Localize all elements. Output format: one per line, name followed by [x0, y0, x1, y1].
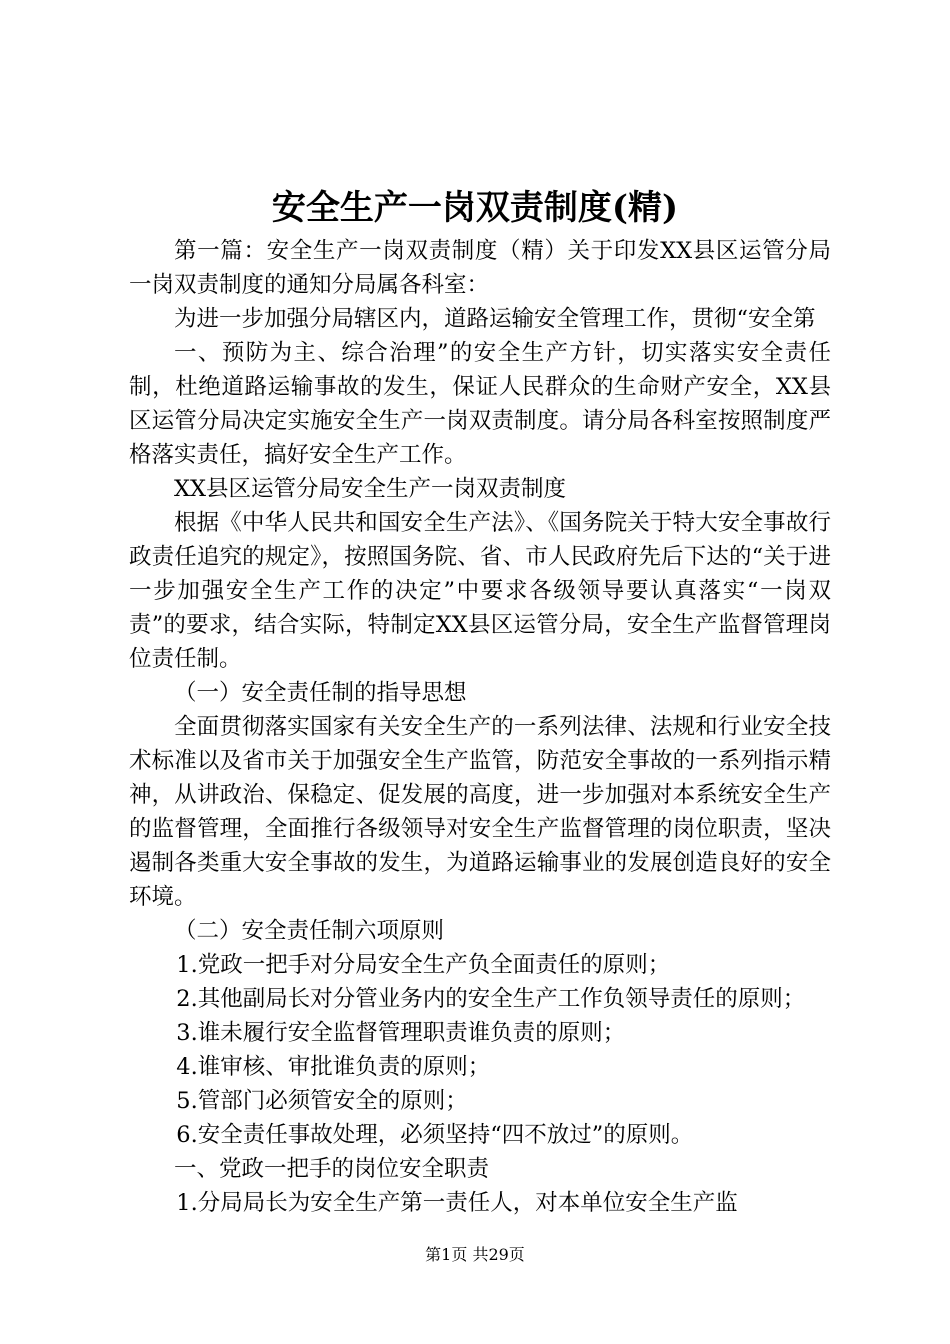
list-item: 6.安全责任事故处理，必须坚持“四不放过”的原则。	[176, 1122, 694, 1148]
paragraph: 根据《中华人民共和国安全生产法》、《国务院关于特大安全事故行政责任追究的规定》，按照国务院、省、市人民政府先后下达的“关于进一步加强安全生产工作的决定”中要求各级领导要认真落实“一岗双责”的要求，结合实际，特制定XX县区运管分局，安全生产监督管理岗位责任制。	[129, 510, 831, 672]
list-item: 3.谁未履行安全监督管理职责谁负责的原则；	[176, 1020, 626, 1046]
page-footer: 第1页 共29页	[425, 1245, 525, 1264]
list-item: 2.其他副局长对分管业务内的安全生产工作负领导责任的原则；	[176, 986, 806, 1012]
section-heading: （二）安全责任制六项原则	[174, 918, 445, 944]
paragraph: 一、预防为主、综合治理”的安全生产方针，切实落实安全责任制，杜绝道路运输事故的发生，保证人民群众的生命财产安全，XX县区运管分局决定实施安全生产一岗双责制度。请分局各科室按照制度严格落实责任，搞好安全生产工作。	[129, 340, 831, 468]
list-item: 1.分局局长为安全生产第一责任人，对本单位安全生产监	[176, 1190, 738, 1216]
list-item: 5.管部门必须管安全的原则；	[176, 1088, 468, 1114]
paragraph: XX县区运管分局安全生产一岗双责制度	[174, 476, 567, 502]
section-heading: 一、党政一把手的岗位安全职责	[174, 1156, 490, 1182]
paragraph: 为进一步加强分局辖区内，道路运输安全管理工作，贯彻“安全第	[174, 306, 816, 332]
paragraph: 全面贯彻落实国家有关安全生产的一系列法律、法规和行业安全技术标准以及省市关于加强安全生产监管，防范安全事故的一系列指示精神，从讲政治、保稳定、促发展的高度，进一步加强对本系统安全生产的监督管理，全面推行各级领导对安全生产监督管理的岗位职责，坚决遏制各类重大安全事故的发生，为道路运输事业的发展创造良好的安全环境。	[129, 714, 831, 910]
document-body	[129, 234, 831, 1220]
document-title: 安全生产一岗双责制度(精)	[271, 188, 679, 228]
section-heading: （一）安全责任制的指导思想	[174, 680, 467, 706]
paragraph: 第一篇：安全生产一岗双责制度（精）关于印发XX县区运管分局一岗双责制度的通知分局属各科室：	[129, 238, 831, 298]
list-item: 4.谁审核、审批谁负责的原则；	[176, 1054, 491, 1080]
list-item: 1.党政一把手对分局安全生产负全面责任的原则；	[176, 952, 671, 978]
